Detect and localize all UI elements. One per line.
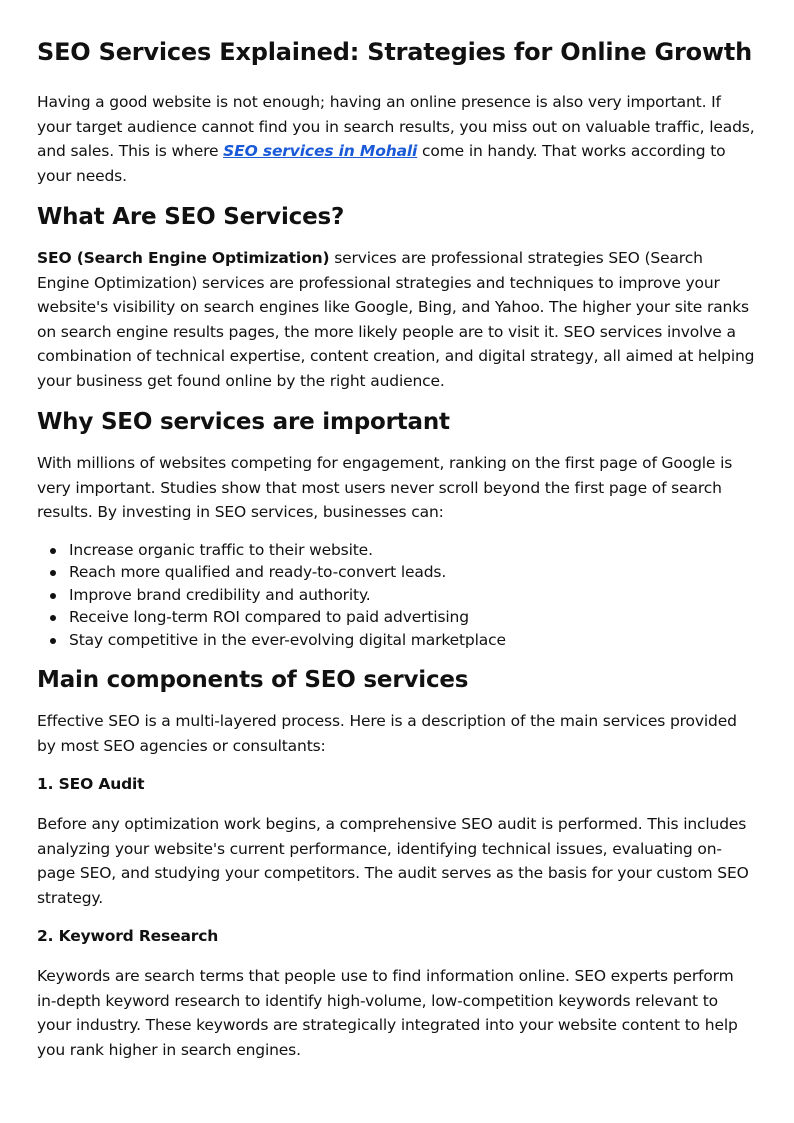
seo-services-mohali-link[interactable]: SEO services in Mohali [223,142,418,160]
intro-text-before-link: Having a good website is not enough; having an online presence is also very important. If your target audience cannot find you in search results, you miss out on valuable traffic, leads, and sales. This is where [37,93,755,160]
what-section-paragraph [37,246,757,393]
what-section-heading: What Are SEO Services? [37,204,345,230]
why-section-paragraph: With millions of websites competing for engagement, ranking on the first page of Google is very important. Studies show that most users never scroll beyond the first page of search results. By investing in SEO services, businesses can: [37,454,733,521]
seo-audit-subheading: 1. SEO Audit [37,775,145,793]
intro-paragraph [37,90,757,188]
seo-audit-paragraph: Before any optimization work begins, a comprehensive SEO audit is performed. This includes analyzing your website's current performance, identifying technical issues, evaluating on-page SEO, and studying your competitors. The audit serves as the basis for your custom SEO strategy. [37,815,749,907]
what-section-body: services are professional strategies SEO (Search Engine Optimization) services are professional strategies and techniques to improve your website's visibility on search engines like Google, Bing, and Yahoo. The higher your site ranks on search engine results pages, the more likely people are to visit it. SEO services involve a combination of technical expertise, content creation, and digital strategy, all aimed at helping your business get found online by the right audience. [37,249,755,390]
benefits-list [37,539,757,652]
components-section-heading: Main components of SEO services [37,667,469,693]
keyword-research-subheading: 2. Keyword Research [37,927,219,945]
why-section-heading: Why SEO services are important [37,409,450,435]
list-item: Reach more qualified and ready-to-convert leads. [69,561,757,584]
keyword-research-paragraph: Keywords are search terms that people use to find information online. SEO experts perform in-depth keyword research to identify high-volume, low-competition keywords relevant to your industry. These keywords are strategically integrated into your website content to help you rank higher in search engines. [37,967,738,1059]
intro-text-after-link: come in handy. That works according to your needs. [37,142,726,185]
what-section-bold-lead: SEO (Search Engine Optimization) [37,249,330,267]
list-item: Stay competitive in the ever-evolving digital marketplace [69,629,757,652]
list-item: Receive long-term ROI compared to paid advertising [69,606,757,629]
components-section-paragraph: Effective SEO is a multi-layered process. Here is a description of the main services provided by most SEO agencies or consultants: [37,712,737,755]
list-item: Increase organic traffic to their website. [69,539,757,562]
page-title: SEO Services Explained: Strategies for Online Growth [37,38,753,66]
list-item: Improve brand credibility and authority. [69,584,757,607]
